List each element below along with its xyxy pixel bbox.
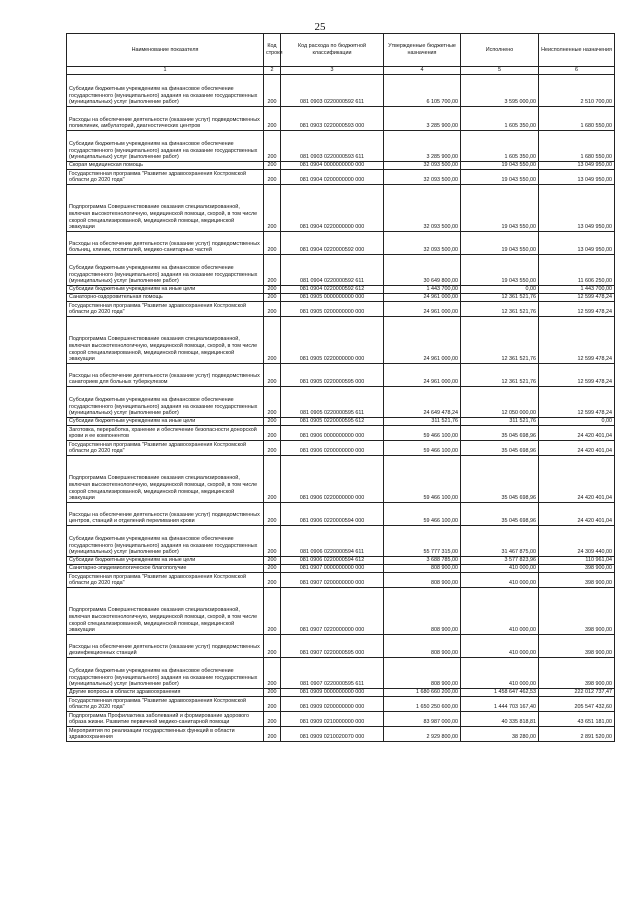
row-approved-amount: 59 466 100,00: [384, 456, 461, 503]
table-row: [67, 712, 615, 727]
row-budget-code: 081 0907 0220000595 000: [281, 635, 384, 658]
row-budget-code: 081 0904 0220000592 611: [281, 255, 384, 286]
row-line-code: 200: [264, 302, 281, 317]
table-row: [67, 557, 615, 565]
table-header-row: [67, 34, 615, 67]
row-executed-amount: 31 467 875,00: [461, 526, 539, 557]
row-executed-amount: 38 280,00: [461, 727, 539, 742]
row-line-code: 200: [264, 588, 281, 635]
row-budget-code: 081 0909 0000000000 000: [281, 689, 384, 697]
row-executed-amount: 12 050 000,00: [461, 387, 539, 418]
row-line-code: 200: [264, 170, 281, 185]
row-approved-amount: 1 650 250 600,00: [384, 697, 461, 712]
column-number-row: [67, 67, 615, 75]
row-unexecuted-amount: 398 900,00: [539, 658, 615, 689]
table-row: [67, 364, 615, 387]
row-approved-amount: 3 688 785,00: [384, 557, 461, 565]
row-line-code: 200: [264, 286, 281, 294]
row-line-code: 200: [264, 107, 281, 131]
row-unexecuted-amount: 12 599 478,24: [539, 364, 615, 387]
row-executed-amount: 410 000,00: [461, 588, 539, 635]
table-row: [67, 162, 615, 170]
row-unexecuted-amount: 12 599 478,24: [539, 387, 615, 418]
row-approved-amount: 59 466 100,00: [384, 503, 461, 526]
row-name: Мероприятия по реализации государственных функций в области здравоохранения: [67, 727, 264, 742]
row-approved-amount: 808 900,00: [384, 658, 461, 689]
row-unexecuted-amount: 398 900,00: [539, 588, 615, 635]
row-budget-code: 081 0907 0220000000 000: [281, 588, 384, 635]
row-unexecuted-amount: 24 309 440,00: [539, 526, 615, 557]
row-approved-amount: 24 961 000,00: [384, 364, 461, 387]
row-unexecuted-amount: 398 900,00: [539, 635, 615, 658]
row-name: Субсидии бюджетным учреждениям на иные цели: [67, 557, 264, 565]
row-executed-amount: 1 458 647 462,53: [461, 689, 539, 697]
table-row: [67, 426, 615, 441]
row-executed-amount: 410 000,00: [461, 573, 539, 588]
row-budget-code: 081 0904 0200000000 000: [281, 170, 384, 185]
row-line-code: 200: [264, 727, 281, 742]
row-unexecuted-amount: 12 599 478,24: [539, 302, 615, 317]
row-unexecuted-amount: 2 510 700,00: [539, 75, 615, 107]
table-row: [67, 697, 615, 712]
column-number: 2: [264, 67, 281, 75]
row-executed-amount: 0,00: [461, 286, 539, 294]
row-budget-code: 081 0903 0220000592 611: [281, 75, 384, 107]
table-row: [67, 573, 615, 588]
row-executed-amount: 19 043 550,00: [461, 162, 539, 170]
row-name: Расходы на обеспечение деятельности (оказание услуг) подведомственных санаториев для больных туберкулезом: [67, 364, 264, 387]
row-executed-amount: 311 521,76: [461, 418, 539, 426]
row-approved-amount: 311 521,76: [384, 418, 461, 426]
table-row: [67, 689, 615, 697]
row-budget-code: 081 0905 0220000595 612: [281, 418, 384, 426]
row-line-code: 200: [264, 635, 281, 658]
row-unexecuted-amount: 13 049 950,00: [539, 170, 615, 185]
row-line-code: 200: [264, 565, 281, 573]
row-name: Подпрограмма Совершенствование оказания специализированной, включая высокотехнологичную, медицинской помощи, скорой, в том числе скорой специализированной, медицинской помощи, медицинской эвакуации: [67, 588, 264, 635]
row-budget-code: 081 0906 0220000594 611: [281, 526, 384, 557]
row-unexecuted-amount: 24 420 401,04: [539, 456, 615, 503]
row-approved-amount: 24 961 000,00: [384, 317, 461, 364]
row-executed-amount: 19 043 550,00: [461, 170, 539, 185]
row-budget-code: 081 0907 0000000000 000: [281, 565, 384, 573]
row-unexecuted-amount: 1 680 550,00: [539, 107, 615, 131]
table-row: [67, 387, 615, 418]
column-number: 3: [281, 67, 384, 75]
row-executed-amount: 35 045 698,96: [461, 503, 539, 526]
row-unexecuted-amount: 0,00: [539, 418, 615, 426]
row-executed-amount: 19 043 550,00: [461, 255, 539, 286]
row-approved-amount: 1 680 660 200,00: [384, 689, 461, 697]
row-line-code: 200: [264, 162, 281, 170]
row-approved-amount: 24 649 478,24: [384, 387, 461, 418]
table-row: [67, 294, 615, 302]
row-name: Подпрограмма Совершенствование оказания специализированной, включая высокотехнологичную, медицинской помощи, скорой, в том числе скорой специализированной, медицинской помощи, медицинской эвакуации: [67, 185, 264, 232]
row-executed-amount: 12 361 521,76: [461, 317, 539, 364]
row-unexecuted-amount: 398 900,00: [539, 565, 615, 573]
row-line-code: 200: [264, 131, 281, 162]
table-row: [67, 418, 615, 426]
row-line-code: 200: [264, 697, 281, 712]
table-row: [67, 317, 615, 364]
row-name: Расходы на обеспечение деятельности (оказание услуг) подведомственных больниц, клиник, госпиталей, медико-санитарных частей: [67, 232, 264, 255]
row-budget-code: 081 0905 0200000000 000: [281, 302, 384, 317]
row-name: Государственная программа "Развитие здравоохранения Костромской области до 2020 года": [67, 697, 264, 712]
row-unexecuted-amount: 24 420 401,04: [539, 503, 615, 526]
table-row: [67, 526, 615, 557]
row-name: Другие вопросы в области здравоохранения: [67, 689, 264, 697]
header-executed: Исполнено: [461, 34, 539, 67]
row-name: Субсидии бюджетным учреждениям на финансовое обеспечение государственного (муниципального) задания на оказание государственных (муниципальных) услуг (выполнение работ): [67, 658, 264, 689]
row-line-code: 200: [264, 689, 281, 697]
row-budget-code: 081 0909 0210020070 000: [281, 727, 384, 742]
row-budget-code: 081 0905 0220000000 000: [281, 317, 384, 364]
row-line-code: 200: [264, 364, 281, 387]
table-row: [67, 185, 615, 232]
row-unexecuted-amount: 110 961,04: [539, 557, 615, 565]
row-line-code: 200: [264, 75, 281, 107]
row-unexecuted-amount: 222 012 737,47: [539, 689, 615, 697]
row-unexecuted-amount: 1 443 700,00: [539, 286, 615, 294]
row-unexecuted-amount: 13 049 950,00: [539, 232, 615, 255]
row-executed-amount: 3 577 823,96: [461, 557, 539, 565]
row-name: Скорая медицинская помощь: [67, 162, 264, 170]
row-budget-code: 081 0907 0200000000 000: [281, 573, 384, 588]
table-row: [67, 727, 615, 742]
row-budget-code: 081 0905 0220000595 611: [281, 387, 384, 418]
table-row: [67, 503, 615, 526]
row-budget-code: 081 0906 0000000000 000: [281, 426, 384, 441]
header-name: Наименование показателя: [67, 34, 264, 67]
row-name: Субсидии бюджетным учреждениям на иные цели: [67, 286, 264, 294]
row-line-code: 200: [264, 441, 281, 456]
row-executed-amount: 19 043 550,00: [461, 232, 539, 255]
row-budget-code: 081 0906 0220000594 612: [281, 557, 384, 565]
table-row: [67, 232, 615, 255]
row-name: Субсидии бюджетным учреждениям на финансовое обеспечение государственного (муниципального) задания на оказание государственных (муниципальных) услуг (выполнение работ): [67, 131, 264, 162]
row-approved-amount: 24 961 000,00: [384, 294, 461, 302]
row-executed-amount: 1 605 350,00: [461, 107, 539, 131]
row-line-code: 200: [264, 503, 281, 526]
column-number: 5: [461, 67, 539, 75]
row-name: Государственная программа "Развитие здравоохранения Костромской области до 2020 года": [67, 441, 264, 456]
row-line-code: 200: [264, 426, 281, 441]
row-name: Расходы на обеспечение деятельности (оказание услуг) подведомственных центров, станций и отделений переливания крови: [67, 503, 264, 526]
row-approved-amount: 32 093 500,00: [384, 162, 461, 170]
row-executed-amount: 35 045 698,96: [461, 456, 539, 503]
table-row: [67, 302, 615, 317]
column-number: 6: [539, 67, 615, 75]
row-budget-code: 081 0905 0000000000 000: [281, 294, 384, 302]
row-line-code: 200: [264, 557, 281, 565]
row-unexecuted-amount: 12 599 478,24: [539, 294, 615, 302]
table-row: [67, 565, 615, 573]
row-executed-amount: 35 045 698,96: [461, 441, 539, 456]
row-name: Подпрограмма Профилактика заболеваний и формирование здорового образа жизни. Развитие первичной медико-санитарной помощи: [67, 712, 264, 727]
row-unexecuted-amount: 1 680 550,00: [539, 131, 615, 162]
row-approved-amount: 3 285 900,00: [384, 131, 461, 162]
row-executed-amount: 35 045 698,96: [461, 426, 539, 441]
row-name: Субсидии бюджетным учреждениям на финансовое обеспечение государственного (муниципального) задания на оказание государственных (муниципальных) услуг (выполнение работ): [67, 526, 264, 557]
column-number: 1: [67, 67, 264, 75]
row-approved-amount: 6 105 700,00: [384, 75, 461, 107]
row-budget-code: 081 0907 0220000595 611: [281, 658, 384, 689]
table-row: [67, 588, 615, 635]
row-line-code: 200: [264, 418, 281, 426]
row-name: Расходы на обеспечение деятельности (оказание услуг) подведомственных дезинфекционных станций: [67, 635, 264, 658]
row-line-code: 200: [264, 387, 281, 418]
row-name: Санитарно-эпидемиологическое благополучие: [67, 565, 264, 573]
row-unexecuted-amount: 13 049 950,00: [539, 162, 615, 170]
header-line-code: Код строки: [264, 34, 281, 67]
row-executed-amount: 1 444 703 167,40: [461, 697, 539, 712]
row-name: Подпрограмма Совершенствование оказания специализированной, включая высокотехнологичную, медицинской помощи, скорой, в том числе скорой специализированной, медицинской помощи, медицинской эвакуации: [67, 317, 264, 364]
row-approved-amount: 2 929 800,00: [384, 727, 461, 742]
row-budget-code: 081 0906 0200000000 000: [281, 441, 384, 456]
row-approved-amount: 32 093 500,00: [384, 185, 461, 232]
row-line-code: 200: [264, 294, 281, 302]
row-line-code: 200: [264, 456, 281, 503]
row-approved-amount: 55 777 315,00: [384, 526, 461, 557]
row-executed-amount: 410 000,00: [461, 565, 539, 573]
row-budget-code: 081 0903 0220000593 000: [281, 107, 384, 131]
row-approved-amount: 808 900,00: [384, 635, 461, 658]
table-row: [67, 286, 615, 294]
column-number: 4: [384, 67, 461, 75]
table-row: [67, 441, 615, 456]
row-name: Государственная программа "Развитие здравоохранения Костромской области до 2020 года": [67, 170, 264, 185]
row-budget-code: 081 0904 0000000000 000: [281, 162, 384, 170]
row-line-code: 200: [264, 573, 281, 588]
row-approved-amount: 1 443 700,00: [384, 286, 461, 294]
row-unexecuted-amount: 12 599 478,24: [539, 317, 615, 364]
row-budget-code: 081 0904 0220000592 612: [281, 286, 384, 294]
row-unexecuted-amount: 205 547 432,60: [539, 697, 615, 712]
row-name: Субсидии бюджетным учреждениям на финансовое обеспечение государственного (муниципального) задания на оказание государственных (муниципальных) услуг (выполнение работ): [67, 75, 264, 107]
row-budget-code: 081 0903 0220000593 611: [281, 131, 384, 162]
table-row: [67, 107, 615, 131]
row-name: Государственная программа "Развитие здравоохранения Костромской области до 2020 года": [67, 573, 264, 588]
row-unexecuted-amount: 24 420 401,04: [539, 426, 615, 441]
row-budget-code: 081 0905 0220000595 000: [281, 364, 384, 387]
table-row: [67, 456, 615, 503]
table-row: [67, 255, 615, 286]
row-unexecuted-amount: 2 891 520,00: [539, 727, 615, 742]
table-body: [67, 75, 615, 742]
row-budget-code: 081 0909 0200000000 000: [281, 697, 384, 712]
row-line-code: 200: [264, 317, 281, 364]
table-row: [67, 170, 615, 185]
row-name: Государственная программа "Развитие здравоохранения Костромской области до 2020 года": [67, 302, 264, 317]
row-line-code: 200: [264, 232, 281, 255]
row-name: Субсидии бюджетным учреждениям на финансовое обеспечение государственного (муниципального) задания на оказание государственных (муниципальных) услуг (выполнение работ): [67, 255, 264, 286]
row-approved-amount: 808 900,00: [384, 565, 461, 573]
header-unexecuted: Неисполненные назначения: [539, 34, 615, 67]
row-executed-amount: 12 361 521,76: [461, 302, 539, 317]
row-unexecuted-amount: 11 606 250,00: [539, 255, 615, 286]
row-approved-amount: 808 900,00: [384, 573, 461, 588]
row-line-code: 200: [264, 526, 281, 557]
row-approved-amount: 24 961 000,00: [384, 302, 461, 317]
row-approved-amount: 59 466 100,00: [384, 426, 461, 441]
budget-execution-table: [66, 33, 615, 742]
row-name: Санаторно-оздоровительная помощь: [67, 294, 264, 302]
row-budget-code: 081 0909 0210000000 000: [281, 712, 384, 727]
row-budget-code: 081 0904 0220000592 000: [281, 232, 384, 255]
table-row: [67, 131, 615, 162]
row-name: Заготовка, переработка, хранение и обеспечение безопасности донорской крови и ее компонентов: [67, 426, 264, 441]
table-row: [67, 75, 615, 107]
row-unexecuted-amount: 398 900,00: [539, 573, 615, 588]
row-name: Субсидии бюджетным учреждениям на иные цели: [67, 418, 264, 426]
page-number: 25: [314, 21, 326, 33]
row-approved-amount: 59 466 100,00: [384, 441, 461, 456]
table-row: [67, 658, 615, 689]
row-name: Расходы на обеспечение деятельности (оказание услуг) подведомственных поликлиник, амбулаторий, диагностических центров: [67, 107, 264, 131]
row-budget-code: 081 0906 0220000594 000: [281, 503, 384, 526]
header-budget-code: Код расхода по бюджетной классификации: [281, 34, 384, 67]
row-executed-amount: 12 361 521,76: [461, 364, 539, 387]
row-budget-code: 081 0906 0220000000 000: [281, 456, 384, 503]
header-approved: Утвержденные бюджетные назначения: [384, 34, 461, 67]
row-unexecuted-amount: 43 651 181,00: [539, 712, 615, 727]
row-approved-amount: 3 285 900,00: [384, 107, 461, 131]
row-approved-amount: 32 093 500,00: [384, 232, 461, 255]
row-name: Субсидии бюджетным учреждениям на финансовое обеспечение государственного (муниципального) задания на оказание государственных (муниципальных) услуг (выполнение работ): [67, 387, 264, 418]
row-name: Подпрограмма Совершенствование оказания специализированной, включая высокотехнологичную, медицинской помощи, скорой, в том числе скорой специализированной, медицинской помощи, медицинской эвакуации: [67, 456, 264, 503]
row-executed-amount: 1 605 350,00: [461, 131, 539, 162]
row-executed-amount: 19 043 550,00: [461, 185, 539, 232]
row-approved-amount: 30 649 800,00: [384, 255, 461, 286]
row-approved-amount: 83 987 000,00: [384, 712, 461, 727]
row-unexecuted-amount: 24 420 401,04: [539, 441, 615, 456]
row-executed-amount: 12 361 521,76: [461, 294, 539, 302]
table-row: [67, 635, 615, 658]
row-executed-amount: 410 000,00: [461, 658, 539, 689]
row-executed-amount: 3 595 000,00: [461, 75, 539, 107]
row-approved-amount: 808 900,00: [384, 588, 461, 635]
row-budget-code: 081 0904 0220000000 000: [281, 185, 384, 232]
row-line-code: 200: [264, 255, 281, 286]
row-approved-amount: 32 093 500,00: [384, 170, 461, 185]
row-line-code: 200: [264, 712, 281, 727]
row-line-code: 200: [264, 658, 281, 689]
row-line-code: 200: [264, 185, 281, 232]
row-executed-amount: 40 335 818,81: [461, 712, 539, 727]
row-unexecuted-amount: 13 049 950,00: [539, 185, 615, 232]
row-executed-amount: 410 000,00: [461, 635, 539, 658]
